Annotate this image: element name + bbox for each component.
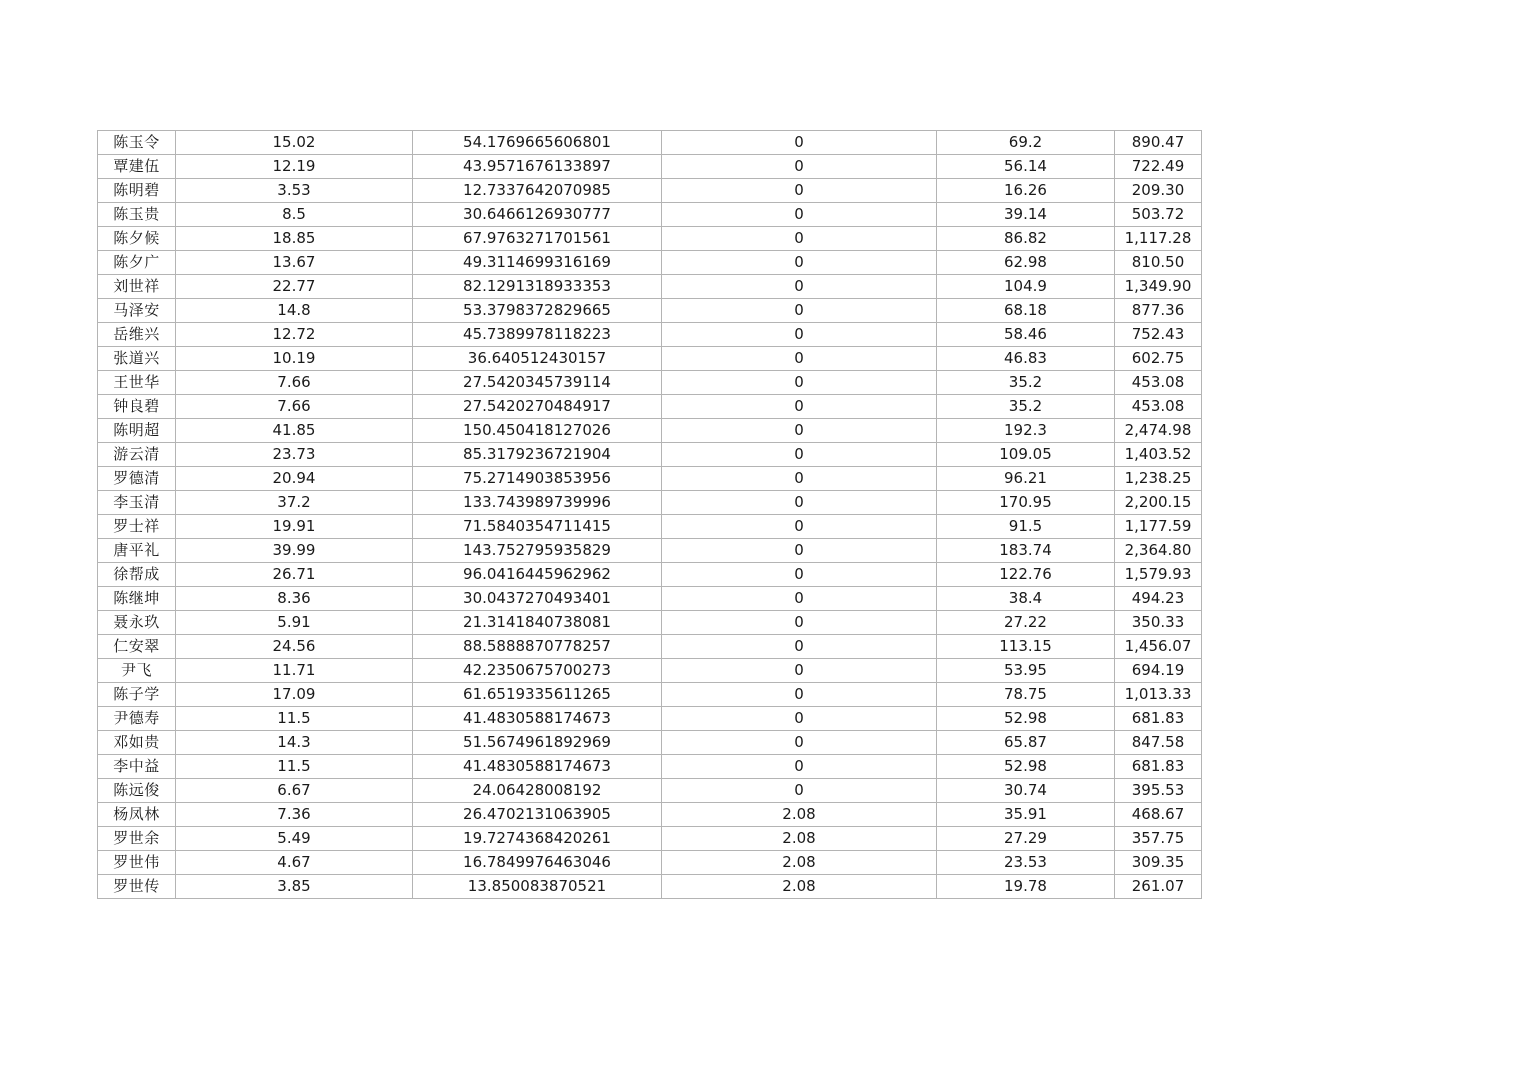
value-a-cell: 7.36 [176,803,413,827]
value-d-cell: 109.05 [937,443,1115,467]
value-d-cell: 58.46 [937,323,1115,347]
value-c-cell: 0 [662,371,937,395]
value-c-cell: 0 [662,395,937,419]
table-row [98,227,1202,251]
name-cell: 罗世传 [98,875,176,899]
name-cell: 徐帮成 [98,563,176,587]
value-d-cell: 113.15 [937,635,1115,659]
table-row [98,443,1202,467]
total-cell: 503.72 [1115,203,1202,227]
value-b-cell: 27.5420345739114 [413,371,662,395]
value-b-cell: 42.2350675700273 [413,659,662,683]
value-a-cell: 18.85 [176,227,413,251]
total-cell: 890.47 [1115,131,1202,155]
value-b-cell: 71.5840354711415 [413,515,662,539]
value-c-cell: 2.08 [662,851,937,875]
value-c-cell: 2.08 [662,803,937,827]
value-b-cell: 26.4702131063905 [413,803,662,827]
total-cell: 309.35 [1115,851,1202,875]
value-c-cell: 0 [662,419,937,443]
table-row [98,731,1202,755]
total-cell: 602.75 [1115,347,1202,371]
value-a-cell: 10.19 [176,347,413,371]
value-d-cell: 39.14 [937,203,1115,227]
value-b-cell: 41.4830588174673 [413,755,662,779]
table-row [98,491,1202,515]
value-a-cell: 23.73 [176,443,413,467]
value-a-cell: 4.67 [176,851,413,875]
name-cell: 陈玉令 [98,131,176,155]
value-b-cell: 43.9571676133897 [413,155,662,179]
value-b-cell: 82.1291318933353 [413,275,662,299]
table-row [98,611,1202,635]
value-a-cell: 37.2 [176,491,413,515]
total-cell: 694.19 [1115,659,1202,683]
value-a-cell: 39.99 [176,539,413,563]
table-row [98,875,1202,899]
total-cell: 209.30 [1115,179,1202,203]
total-cell: 395.53 [1115,779,1202,803]
name-cell: 陈继坤 [98,587,176,611]
name-cell: 王世华 [98,371,176,395]
value-a-cell: 15.02 [176,131,413,155]
table-row [98,275,1202,299]
value-b-cell: 49.3114699316169 [413,251,662,275]
value-d-cell: 19.78 [937,875,1115,899]
table-row [98,683,1202,707]
name-cell: 聂永玖 [98,611,176,635]
value-d-cell: 183.74 [937,539,1115,563]
value-c-cell: 0 [662,251,937,275]
name-cell: 罗世伟 [98,851,176,875]
value-a-cell: 13.67 [176,251,413,275]
value-c-cell: 0 [662,587,937,611]
value-a-cell: 20.94 [176,467,413,491]
value-b-cell: 30.0437270493401 [413,587,662,611]
value-b-cell: 12.7337642070985 [413,179,662,203]
table-row [98,755,1202,779]
table-row [98,323,1202,347]
name-cell: 尹德寿 [98,707,176,731]
total-cell: 810.50 [1115,251,1202,275]
total-cell: 453.08 [1115,395,1202,419]
value-a-cell: 12.72 [176,323,413,347]
name-cell: 尹飞 [98,659,176,683]
total-cell: 357.75 [1115,827,1202,851]
value-d-cell: 23.53 [937,851,1115,875]
total-cell: 752.43 [1115,323,1202,347]
table-body [98,131,1202,899]
total-cell: 2,364.80 [1115,539,1202,563]
total-cell: 261.07 [1115,875,1202,899]
name-cell: 陈明碧 [98,179,176,203]
total-cell: 1,349.90 [1115,275,1202,299]
value-d-cell: 122.76 [937,563,1115,587]
name-cell: 罗世余 [98,827,176,851]
value-c-cell: 0 [662,683,937,707]
total-cell: 1,013.33 [1115,683,1202,707]
total-cell: 453.08 [1115,371,1202,395]
value-b-cell: 51.5674961892969 [413,731,662,755]
name-cell: 邓如贵 [98,731,176,755]
value-b-cell: 67.9763271701561 [413,227,662,251]
total-cell: 1,238.25 [1115,467,1202,491]
total-cell: 681.83 [1115,707,1202,731]
name-cell: 陈子学 [98,683,176,707]
table-row [98,803,1202,827]
value-a-cell: 3.85 [176,875,413,899]
value-b-cell: 45.7389978118223 [413,323,662,347]
value-d-cell: 69.2 [937,131,1115,155]
value-c-cell: 0 [662,275,937,299]
value-d-cell: 104.9 [937,275,1115,299]
value-c-cell: 0 [662,779,937,803]
value-d-cell: 65.87 [937,731,1115,755]
value-a-cell: 22.77 [176,275,413,299]
table-row [98,395,1202,419]
value-a-cell: 7.66 [176,395,413,419]
name-cell: 陈远俊 [98,779,176,803]
total-cell: 1,403.52 [1115,443,1202,467]
value-d-cell: 91.5 [937,515,1115,539]
table-row [98,131,1202,155]
table-row [98,371,1202,395]
name-cell: 岳维兴 [98,323,176,347]
value-d-cell: 53.95 [937,659,1115,683]
value-a-cell: 14.8 [176,299,413,323]
name-cell: 李中益 [98,755,176,779]
value-c-cell: 0 [662,227,937,251]
table-row [98,707,1202,731]
value-a-cell: 26.71 [176,563,413,587]
spreadsheet-table [97,130,1202,899]
value-b-cell: 133.743989739996 [413,491,662,515]
table-row [98,659,1202,683]
table-row [98,779,1202,803]
value-c-cell: 0 [662,611,937,635]
value-b-cell: 61.6519335611265 [413,683,662,707]
value-c-cell: 0 [662,539,937,563]
name-cell: 陈玉贵 [98,203,176,227]
total-cell: 494.23 [1115,587,1202,611]
total-cell: 722.49 [1115,155,1202,179]
value-b-cell: 36.640512430157 [413,347,662,371]
value-d-cell: 52.98 [937,755,1115,779]
name-cell: 仁安翠 [98,635,176,659]
value-a-cell: 5.91 [176,611,413,635]
value-d-cell: 35.2 [937,371,1115,395]
value-b-cell: 75.2714903853956 [413,467,662,491]
value-b-cell: 19.7274368420261 [413,827,662,851]
value-c-cell: 0 [662,347,937,371]
value-a-cell: 11.5 [176,707,413,731]
value-b-cell: 53.3798372829665 [413,299,662,323]
total-cell: 1,579.93 [1115,563,1202,587]
value-c-cell: 0 [662,323,937,347]
value-b-cell: 96.0416445962962 [413,563,662,587]
value-d-cell: 62.98 [937,251,1115,275]
value-d-cell: 35.2 [937,395,1115,419]
table-row [98,635,1202,659]
name-cell: 罗士祥 [98,515,176,539]
table-row [98,851,1202,875]
value-d-cell: 78.75 [937,683,1115,707]
value-a-cell: 11.71 [176,659,413,683]
value-a-cell: 41.85 [176,419,413,443]
table-row [98,515,1202,539]
name-cell: 游云清 [98,443,176,467]
value-c-cell: 0 [662,731,937,755]
value-a-cell: 8.36 [176,587,413,611]
table-row [98,251,1202,275]
value-a-cell: 14.3 [176,731,413,755]
value-b-cell: 88.5888870778257 [413,635,662,659]
value-d-cell: 56.14 [937,155,1115,179]
value-c-cell: 0 [662,707,937,731]
value-c-cell: 2.08 [662,875,937,899]
value-d-cell: 30.74 [937,779,1115,803]
value-b-cell: 21.3141840738081 [413,611,662,635]
total-cell: 877.36 [1115,299,1202,323]
table-row [98,203,1202,227]
value-a-cell: 19.91 [176,515,413,539]
value-b-cell: 54.1769665606801 [413,131,662,155]
value-b-cell: 13.850083870521 [413,875,662,899]
value-b-cell: 16.7849976463046 [413,851,662,875]
value-d-cell: 27.22 [937,611,1115,635]
table-row [98,539,1202,563]
value-d-cell: 35.91 [937,803,1115,827]
name-cell: 钟良碧 [98,395,176,419]
value-a-cell: 8.5 [176,203,413,227]
value-b-cell: 143.752795935829 [413,539,662,563]
value-d-cell: 27.29 [937,827,1115,851]
name-cell: 陈夕广 [98,251,176,275]
table-row [98,299,1202,323]
total-cell: 350.33 [1115,611,1202,635]
table-row [98,419,1202,443]
table-row [98,179,1202,203]
value-d-cell: 46.83 [937,347,1115,371]
table-row [98,155,1202,179]
name-cell: 杨凤林 [98,803,176,827]
value-c-cell: 0 [662,515,937,539]
name-cell: 张道兴 [98,347,176,371]
value-c-cell: 0 [662,443,937,467]
total-cell: 1,456.07 [1115,635,1202,659]
value-a-cell: 7.66 [176,371,413,395]
name-cell: 罗德清 [98,467,176,491]
name-cell: 李玉清 [98,491,176,515]
total-cell: 2,474.98 [1115,419,1202,443]
value-a-cell: 3.53 [176,179,413,203]
name-cell: 陈明超 [98,419,176,443]
table-row [98,827,1202,851]
table-row [98,587,1202,611]
table-row [98,467,1202,491]
value-a-cell: 5.49 [176,827,413,851]
table-row [98,563,1202,587]
total-cell: 1,117.28 [1115,227,1202,251]
value-c-cell: 0 [662,203,937,227]
value-d-cell: 86.82 [937,227,1115,251]
total-cell: 468.67 [1115,803,1202,827]
value-d-cell: 38.4 [937,587,1115,611]
total-cell: 2,200.15 [1115,491,1202,515]
value-c-cell: 0 [662,635,937,659]
name-cell: 刘世祥 [98,275,176,299]
total-cell: 1,177.59 [1115,515,1202,539]
value-b-cell: 24.06428008192 [413,779,662,803]
value-c-cell: 0 [662,659,937,683]
value-c-cell: 0 [662,491,937,515]
value-b-cell: 85.3179236721904 [413,443,662,467]
value-c-cell: 0 [662,299,937,323]
value-c-cell: 0 [662,131,937,155]
value-c-cell: 0 [662,179,937,203]
value-d-cell: 52.98 [937,707,1115,731]
total-cell: 681.83 [1115,755,1202,779]
value-d-cell: 192.3 [937,419,1115,443]
value-d-cell: 68.18 [937,299,1115,323]
value-b-cell: 41.4830588174673 [413,707,662,731]
name-cell: 覃建伍 [98,155,176,179]
value-a-cell: 6.67 [176,779,413,803]
value-c-cell: 2.08 [662,827,937,851]
table-row [98,347,1202,371]
value-d-cell: 16.26 [937,179,1115,203]
value-b-cell: 27.5420270484917 [413,395,662,419]
name-cell: 唐平礼 [98,539,176,563]
total-cell: 847.58 [1115,731,1202,755]
value-a-cell: 12.19 [176,155,413,179]
value-c-cell: 0 [662,155,937,179]
value-c-cell: 0 [662,563,937,587]
name-cell: 陈夕候 [98,227,176,251]
value-d-cell: 170.95 [937,491,1115,515]
value-b-cell: 150.450418127026 [413,419,662,443]
value-c-cell: 0 [662,467,937,491]
value-d-cell: 96.21 [937,467,1115,491]
value-a-cell: 11.5 [176,755,413,779]
value-a-cell: 17.09 [176,683,413,707]
value-b-cell: 30.6466126930777 [413,203,662,227]
value-a-cell: 24.56 [176,635,413,659]
name-cell: 马泽安 [98,299,176,323]
value-c-cell: 0 [662,755,937,779]
